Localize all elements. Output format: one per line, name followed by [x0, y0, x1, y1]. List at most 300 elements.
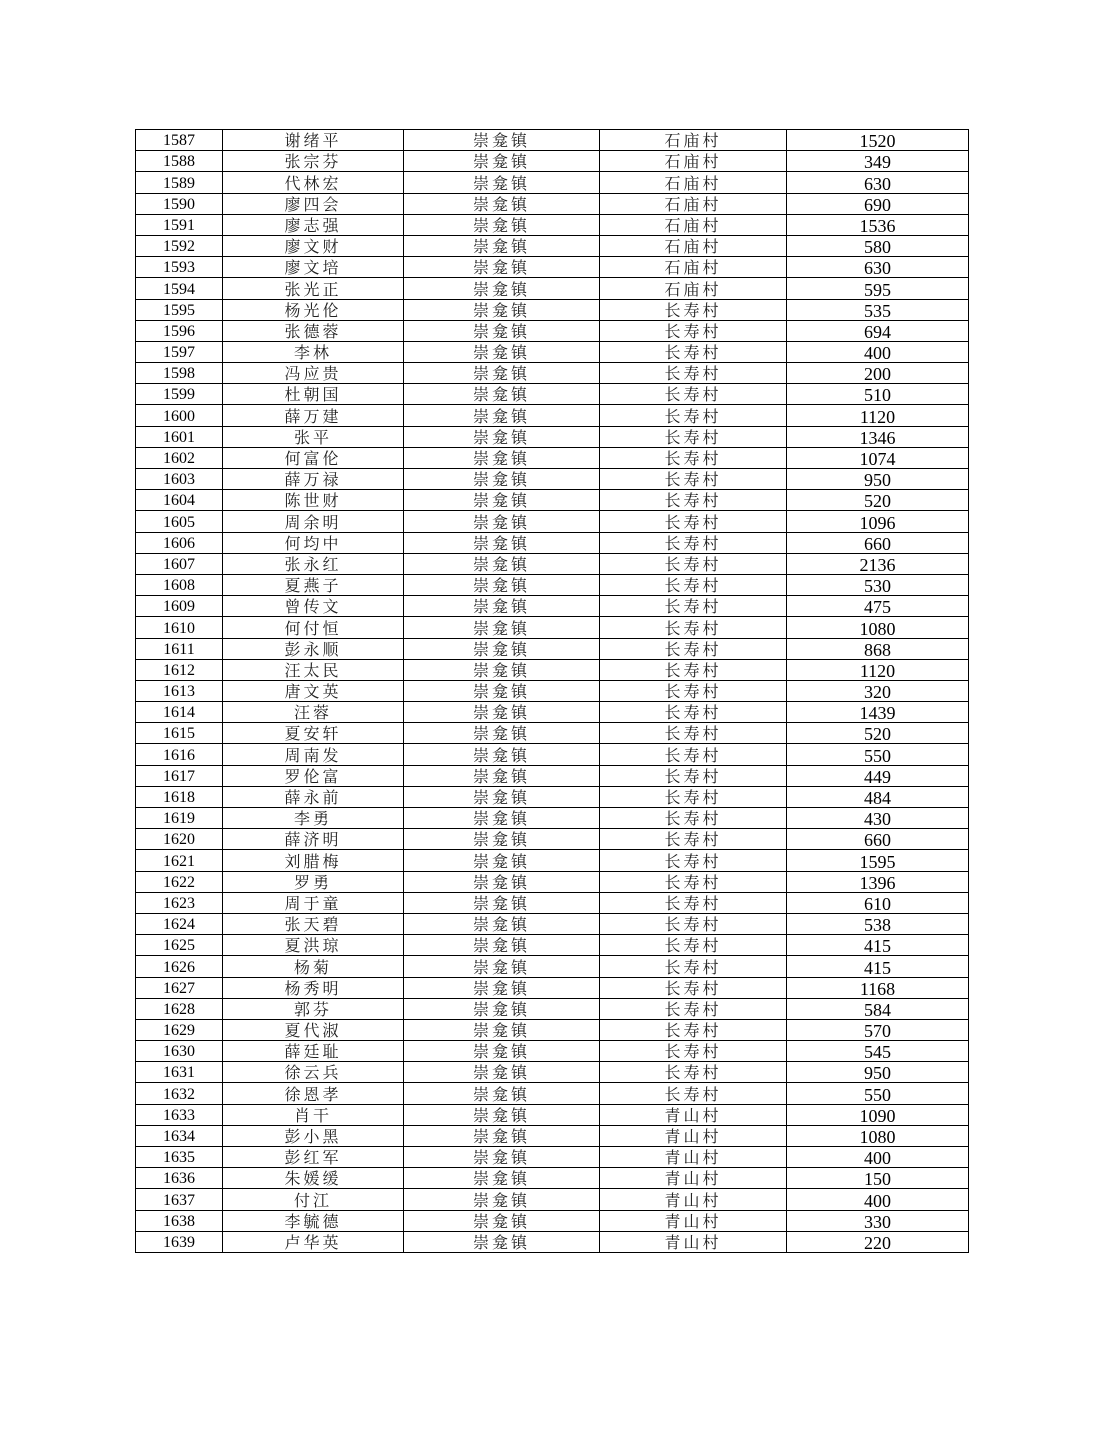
amount-cell: 660	[787, 532, 969, 553]
row-number-cell: 1610	[136, 617, 223, 638]
name-cell: 廖四会	[223, 193, 404, 214]
amount-cell: 484	[787, 786, 969, 807]
name-cell: 冯应贵	[223, 363, 404, 384]
row-number-cell: 1617	[136, 765, 223, 786]
village-cell: 石庙村	[600, 257, 787, 278]
row-number-cell: 1591	[136, 214, 223, 235]
row-number-cell: 1620	[136, 829, 223, 850]
town-cell: 崇龛镇	[404, 1189, 600, 1210]
table-row	[136, 998, 969, 1019]
row-number-cell: 1629	[136, 1019, 223, 1040]
name-cell: 李勇	[223, 808, 404, 829]
row-number-cell: 1609	[136, 596, 223, 617]
town-cell: 崇龛镇	[404, 723, 600, 744]
town-cell: 崇龛镇	[404, 659, 600, 680]
amount-cell: 868	[787, 638, 969, 659]
town-cell: 崇龛镇	[404, 532, 600, 553]
table-row	[136, 1189, 969, 1210]
table-row	[136, 341, 969, 362]
name-cell: 陈世财	[223, 490, 404, 511]
table-row	[136, 1083, 969, 1104]
village-cell: 长寿村	[600, 935, 787, 956]
town-cell: 崇龛镇	[404, 850, 600, 871]
row-number-cell: 1614	[136, 702, 223, 723]
village-cell: 长寿村	[600, 299, 787, 320]
town-cell: 崇龛镇	[404, 151, 600, 172]
amount-cell: 1090	[787, 1104, 969, 1125]
name-cell: 杨光伦	[223, 299, 404, 320]
amount-cell: 584	[787, 998, 969, 1019]
village-cell: 长寿村	[600, 596, 787, 617]
village-cell: 长寿村	[600, 913, 787, 934]
table-row	[136, 320, 969, 341]
amount-cell: 538	[787, 913, 969, 934]
village-cell: 长寿村	[600, 680, 787, 701]
table-row	[136, 850, 969, 871]
table-row	[136, 1041, 969, 1062]
name-cell: 薛万禄	[223, 469, 404, 490]
name-cell: 卢华英	[223, 1231, 404, 1252]
records-table	[135, 129, 969, 1253]
table-row	[136, 447, 969, 468]
table-row	[136, 702, 969, 723]
row-number-cell: 1618	[136, 786, 223, 807]
town-cell: 崇龛镇	[404, 744, 600, 765]
table-row	[136, 765, 969, 786]
row-number-cell: 1605	[136, 511, 223, 532]
row-number-cell: 1608	[136, 574, 223, 595]
town-cell: 崇龛镇	[404, 977, 600, 998]
name-cell: 张永红	[223, 553, 404, 574]
table-row	[136, 892, 969, 913]
table-row	[136, 130, 969, 151]
table-row	[136, 490, 969, 511]
village-cell: 长寿村	[600, 765, 787, 786]
village-cell: 石庙村	[600, 172, 787, 193]
village-cell: 长寿村	[600, 574, 787, 595]
village-cell: 长寿村	[600, 829, 787, 850]
row-number-cell: 1606	[136, 532, 223, 553]
village-cell: 长寿村	[600, 638, 787, 659]
name-cell: 张德蓉	[223, 320, 404, 341]
town-cell: 崇龛镇	[404, 617, 600, 638]
amount-cell: 950	[787, 469, 969, 490]
row-number-cell: 1599	[136, 384, 223, 405]
row-number-cell: 1635	[136, 1147, 223, 1168]
town-cell: 崇龛镇	[404, 1104, 600, 1125]
name-cell: 郭芬	[223, 998, 404, 1019]
town-cell: 崇龛镇	[404, 405, 600, 426]
name-cell: 夏洪琼	[223, 935, 404, 956]
row-number-cell: 1636	[136, 1168, 223, 1189]
town-cell: 崇龛镇	[404, 278, 600, 299]
amount-cell: 449	[787, 765, 969, 786]
table-row	[136, 935, 969, 956]
name-cell: 刘腊梅	[223, 850, 404, 871]
village-cell: 长寿村	[600, 447, 787, 468]
amount-cell: 690	[787, 193, 969, 214]
name-cell: 杨菊	[223, 956, 404, 977]
name-cell: 杜朝国	[223, 384, 404, 405]
row-number-cell: 1600	[136, 405, 223, 426]
amount-cell: 320	[787, 680, 969, 701]
table-row	[136, 1147, 969, 1168]
name-cell: 廖志强	[223, 214, 404, 235]
table-row	[136, 956, 969, 977]
amount-cell: 1120	[787, 659, 969, 680]
name-cell: 谢绪平	[223, 130, 404, 151]
town-cell: 崇龛镇	[404, 363, 600, 384]
town-cell: 崇龛镇	[404, 1041, 600, 1062]
amount-cell: 550	[787, 744, 969, 765]
village-cell: 石庙村	[600, 193, 787, 214]
town-cell: 崇龛镇	[404, 172, 600, 193]
town-cell: 崇龛镇	[404, 1083, 600, 1104]
town-cell: 崇龛镇	[404, 130, 600, 151]
town-cell: 崇龛镇	[404, 1019, 600, 1040]
town-cell: 崇龛镇	[404, 892, 600, 913]
name-cell: 唐文英	[223, 680, 404, 701]
town-cell: 崇龛镇	[404, 1210, 600, 1231]
village-cell: 长寿村	[600, 341, 787, 362]
table-row	[136, 977, 969, 998]
records-table-body	[136, 130, 969, 1253]
name-cell: 何付恒	[223, 617, 404, 638]
row-number-cell: 1619	[136, 808, 223, 829]
name-cell: 薛万建	[223, 405, 404, 426]
name-cell: 夏代淑	[223, 1019, 404, 1040]
table-row	[136, 469, 969, 490]
amount-cell: 1346	[787, 426, 969, 447]
row-number-cell: 1633	[136, 1104, 223, 1125]
village-cell: 石庙村	[600, 235, 787, 256]
name-cell: 薛廷耻	[223, 1041, 404, 1062]
name-cell: 曾传文	[223, 596, 404, 617]
name-cell: 薛永前	[223, 786, 404, 807]
village-cell: 石庙村	[600, 130, 787, 151]
village-cell: 青山村	[600, 1210, 787, 1231]
village-cell: 长寿村	[600, 617, 787, 638]
row-number-cell: 1602	[136, 447, 223, 468]
table-row	[136, 172, 969, 193]
table-row	[136, 511, 969, 532]
village-cell: 长寿村	[600, 553, 787, 574]
amount-cell: 400	[787, 1189, 969, 1210]
village-cell: 青山村	[600, 1104, 787, 1125]
town-cell: 崇龛镇	[404, 935, 600, 956]
town-cell: 崇龛镇	[404, 829, 600, 850]
amount-cell: 430	[787, 808, 969, 829]
village-cell: 长寿村	[600, 702, 787, 723]
amount-cell: 400	[787, 1147, 969, 1168]
table-row	[136, 723, 969, 744]
name-cell: 徐恩孝	[223, 1083, 404, 1104]
row-number-cell: 1590	[136, 193, 223, 214]
table-row	[136, 638, 969, 659]
town-cell: 崇龛镇	[404, 574, 600, 595]
name-cell: 汪太民	[223, 659, 404, 680]
name-cell: 徐云兵	[223, 1062, 404, 1083]
table-row	[136, 617, 969, 638]
table-row	[136, 871, 969, 892]
row-number-cell: 1595	[136, 299, 223, 320]
amount-cell: 530	[787, 574, 969, 595]
village-cell: 长寿村	[600, 659, 787, 680]
name-cell: 李林	[223, 341, 404, 362]
name-cell: 朱媛缓	[223, 1168, 404, 1189]
name-cell: 张天碧	[223, 913, 404, 934]
village-cell: 青山村	[600, 1189, 787, 1210]
amount-cell: 535	[787, 299, 969, 320]
amount-cell: 630	[787, 172, 969, 193]
name-cell: 周南发	[223, 744, 404, 765]
table-row	[136, 744, 969, 765]
row-number-cell: 1592	[136, 235, 223, 256]
village-cell: 石庙村	[600, 151, 787, 172]
row-number-cell: 1601	[136, 426, 223, 447]
village-cell: 长寿村	[600, 977, 787, 998]
amount-cell: 475	[787, 596, 969, 617]
table-row	[136, 1210, 969, 1231]
table-row	[136, 680, 969, 701]
name-cell: 罗勇	[223, 871, 404, 892]
table-row	[136, 1125, 969, 1146]
table-row	[136, 214, 969, 235]
amount-cell: 1096	[787, 511, 969, 532]
name-cell: 张光正	[223, 278, 404, 299]
row-number-cell: 1628	[136, 998, 223, 1019]
name-cell: 彭红军	[223, 1147, 404, 1168]
name-cell: 薛济明	[223, 829, 404, 850]
village-cell: 青山村	[600, 1168, 787, 1189]
village-cell: 长寿村	[600, 723, 787, 744]
table-row	[136, 363, 969, 384]
name-cell: 付江	[223, 1189, 404, 1210]
village-cell: 长寿村	[600, 956, 787, 977]
town-cell: 崇龛镇	[404, 447, 600, 468]
village-cell: 长寿村	[600, 1041, 787, 1062]
row-number-cell: 1604	[136, 490, 223, 511]
amount-cell: 595	[787, 278, 969, 299]
name-cell: 廖文培	[223, 257, 404, 278]
name-cell: 何富伦	[223, 447, 404, 468]
amount-cell: 400	[787, 341, 969, 362]
amount-cell: 1080	[787, 1125, 969, 1146]
village-cell: 青山村	[600, 1147, 787, 1168]
name-cell: 汪蓉	[223, 702, 404, 723]
table-row	[136, 151, 969, 172]
table-row	[136, 235, 969, 256]
row-number-cell: 1596	[136, 320, 223, 341]
amount-cell: 150	[787, 1168, 969, 1189]
row-number-cell: 1623	[136, 892, 223, 913]
name-cell: 李毓德	[223, 1210, 404, 1231]
town-cell: 崇龛镇	[404, 299, 600, 320]
amount-cell: 1396	[787, 871, 969, 892]
name-cell: 杨秀明	[223, 977, 404, 998]
town-cell: 崇龛镇	[404, 193, 600, 214]
town-cell: 崇龛镇	[404, 553, 600, 574]
village-cell: 长寿村	[600, 490, 787, 511]
table-row	[136, 596, 969, 617]
table-row	[136, 257, 969, 278]
town-cell: 崇龛镇	[404, 956, 600, 977]
row-number-cell: 1607	[136, 553, 223, 574]
row-number-cell: 1625	[136, 935, 223, 956]
table-row	[136, 299, 969, 320]
table-row	[136, 553, 969, 574]
village-cell: 长寿村	[600, 998, 787, 1019]
town-cell: 崇龛镇	[404, 596, 600, 617]
village-cell: 石庙村	[600, 278, 787, 299]
amount-cell: 694	[787, 320, 969, 341]
village-cell: 长寿村	[600, 363, 787, 384]
table-row	[136, 808, 969, 829]
amount-cell: 545	[787, 1041, 969, 1062]
town-cell: 崇龛镇	[404, 871, 600, 892]
town-cell: 崇龛镇	[404, 680, 600, 701]
row-number-cell: 1638	[136, 1210, 223, 1231]
town-cell: 崇龛镇	[404, 808, 600, 829]
row-number-cell: 1603	[136, 469, 223, 490]
town-cell: 崇龛镇	[404, 384, 600, 405]
table-row	[136, 574, 969, 595]
name-cell: 彭小黑	[223, 1125, 404, 1146]
village-cell: 石庙村	[600, 214, 787, 235]
village-cell: 长寿村	[600, 744, 787, 765]
village-cell: 长寿村	[600, 892, 787, 913]
name-cell: 夏燕子	[223, 574, 404, 595]
table-row	[136, 278, 969, 299]
table-row	[136, 193, 969, 214]
village-cell: 长寿村	[600, 1083, 787, 1104]
amount-cell: 200	[787, 363, 969, 384]
amount-cell: 349	[787, 151, 969, 172]
village-cell: 长寿村	[600, 469, 787, 490]
amount-cell: 550	[787, 1083, 969, 1104]
name-cell: 肖干	[223, 1104, 404, 1125]
name-cell: 张宗芬	[223, 151, 404, 172]
village-cell: 长寿村	[600, 1019, 787, 1040]
row-number-cell: 1612	[136, 659, 223, 680]
village-cell: 长寿村	[600, 871, 787, 892]
amount-cell: 520	[787, 490, 969, 511]
town-cell: 崇龛镇	[404, 490, 600, 511]
row-number-cell: 1594	[136, 278, 223, 299]
row-number-cell: 1626	[136, 956, 223, 977]
village-cell: 青山村	[600, 1125, 787, 1146]
row-number-cell: 1587	[136, 130, 223, 151]
amount-cell: 330	[787, 1210, 969, 1231]
row-number-cell: 1593	[136, 257, 223, 278]
amount-cell: 220	[787, 1231, 969, 1252]
town-cell: 崇龛镇	[404, 257, 600, 278]
town-cell: 崇龛镇	[404, 235, 600, 256]
village-cell: 青山村	[600, 1231, 787, 1252]
amount-cell: 1520	[787, 130, 969, 151]
town-cell: 崇龛镇	[404, 1147, 600, 1168]
village-cell: 长寿村	[600, 786, 787, 807]
table-row	[136, 1062, 969, 1083]
town-cell: 崇龛镇	[404, 1168, 600, 1189]
row-number-cell: 1613	[136, 680, 223, 701]
town-cell: 崇龛镇	[404, 765, 600, 786]
row-number-cell: 1589	[136, 172, 223, 193]
town-cell: 崇龛镇	[404, 214, 600, 235]
village-cell: 长寿村	[600, 808, 787, 829]
name-cell: 周于童	[223, 892, 404, 913]
amount-cell: 950	[787, 1062, 969, 1083]
table-row	[136, 1104, 969, 1125]
row-number-cell: 1622	[136, 871, 223, 892]
table-row	[136, 786, 969, 807]
table-row	[136, 426, 969, 447]
table-row	[136, 1231, 969, 1252]
village-cell: 长寿村	[600, 384, 787, 405]
village-cell: 长寿村	[600, 405, 787, 426]
town-cell: 崇龛镇	[404, 913, 600, 934]
row-number-cell: 1634	[136, 1125, 223, 1146]
town-cell: 崇龛镇	[404, 1231, 600, 1252]
amount-cell: 1120	[787, 405, 969, 426]
village-cell: 长寿村	[600, 320, 787, 341]
table-row	[136, 405, 969, 426]
row-number-cell: 1632	[136, 1083, 223, 1104]
amount-cell: 2136	[787, 553, 969, 574]
amount-cell: 1080	[787, 617, 969, 638]
table-row	[136, 1019, 969, 1040]
table-row	[136, 1168, 969, 1189]
row-number-cell: 1616	[136, 744, 223, 765]
row-number-cell: 1611	[136, 638, 223, 659]
amount-cell: 580	[787, 235, 969, 256]
village-cell: 长寿村	[600, 532, 787, 553]
amount-cell: 610	[787, 892, 969, 913]
amount-cell: 1595	[787, 850, 969, 871]
village-cell: 长寿村	[600, 426, 787, 447]
town-cell: 崇龛镇	[404, 426, 600, 447]
amount-cell: 520	[787, 723, 969, 744]
town-cell: 崇龛镇	[404, 320, 600, 341]
table-row	[136, 659, 969, 680]
town-cell: 崇龛镇	[404, 469, 600, 490]
amount-cell: 510	[787, 384, 969, 405]
town-cell: 崇龛镇	[404, 511, 600, 532]
town-cell: 崇龛镇	[404, 786, 600, 807]
row-number-cell: 1627	[136, 977, 223, 998]
row-number-cell: 1615	[136, 723, 223, 744]
name-cell: 代林宏	[223, 172, 404, 193]
table-row	[136, 829, 969, 850]
amount-cell: 415	[787, 956, 969, 977]
amount-cell: 1536	[787, 214, 969, 235]
town-cell: 崇龛镇	[404, 1125, 600, 1146]
amount-cell: 660	[787, 829, 969, 850]
row-number-cell: 1630	[136, 1041, 223, 1062]
row-number-cell: 1631	[136, 1062, 223, 1083]
amount-cell: 570	[787, 1019, 969, 1040]
name-cell: 夏安轩	[223, 723, 404, 744]
town-cell: 崇龛镇	[404, 702, 600, 723]
table-row	[136, 913, 969, 934]
row-number-cell: 1639	[136, 1231, 223, 1252]
village-cell: 长寿村	[600, 850, 787, 871]
town-cell: 崇龛镇	[404, 998, 600, 1019]
table-row	[136, 384, 969, 405]
town-cell: 崇龛镇	[404, 1062, 600, 1083]
amount-cell: 1439	[787, 702, 969, 723]
village-cell: 长寿村	[600, 1062, 787, 1083]
